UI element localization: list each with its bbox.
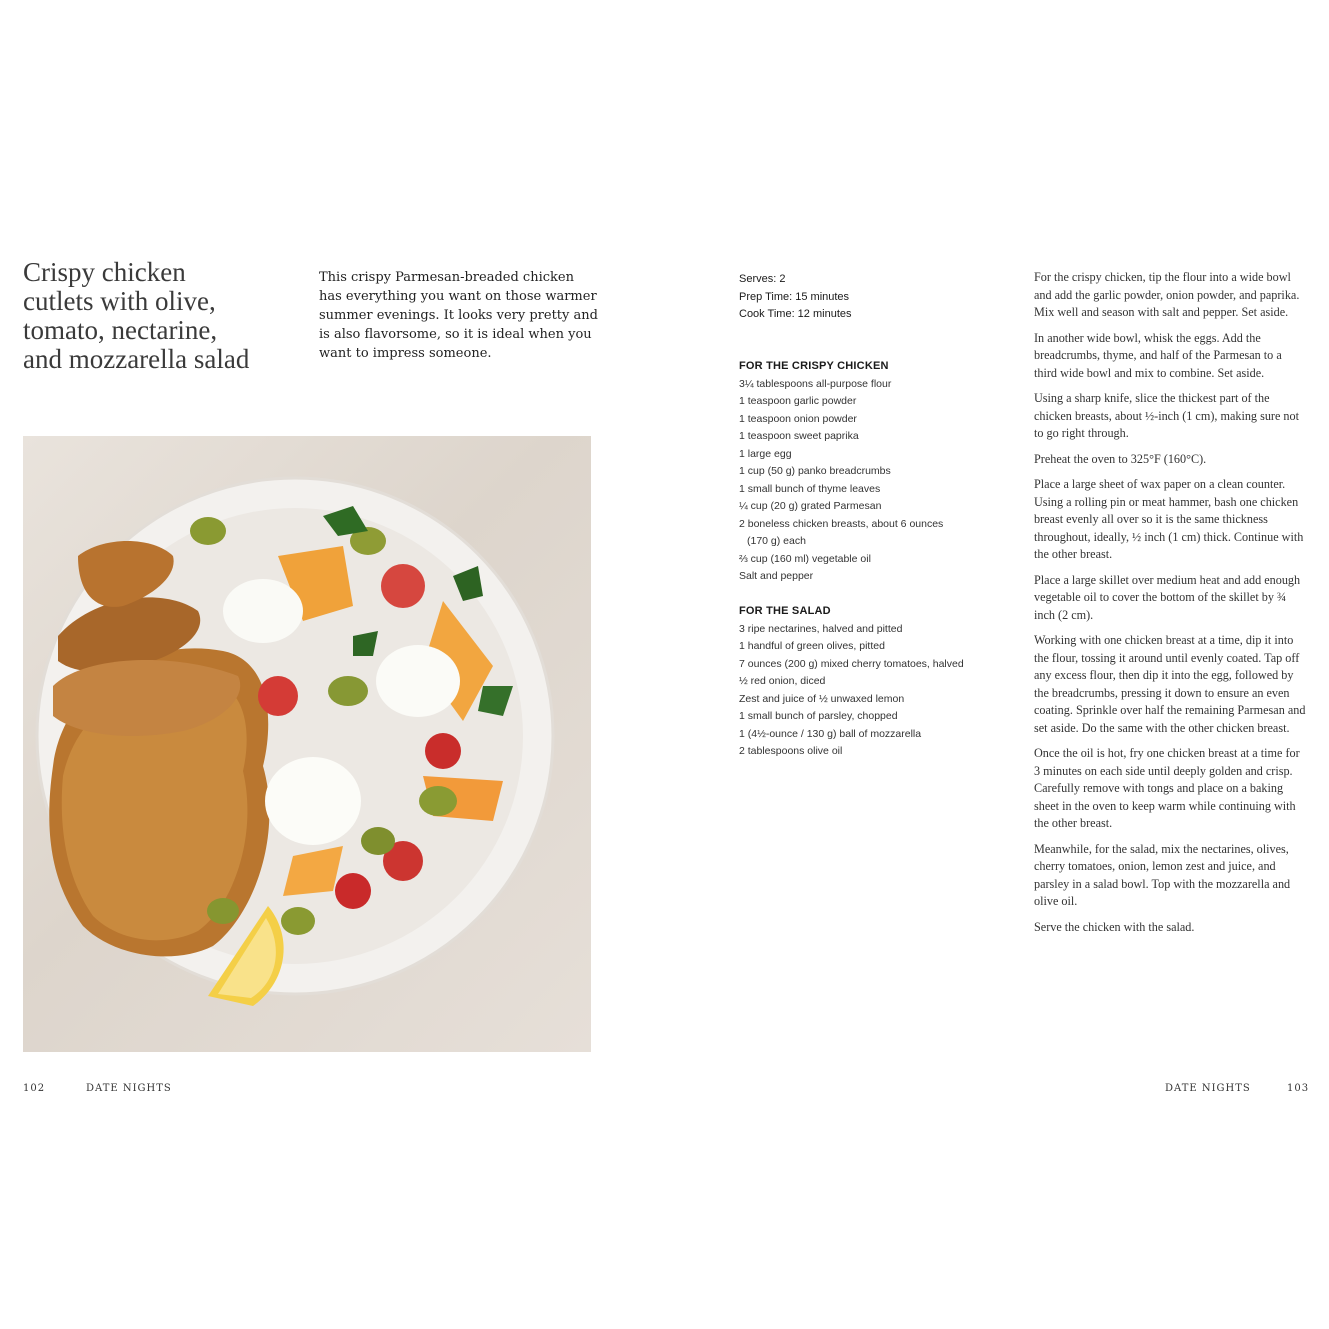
method-step: Working with one chicken breast at a time, dip it into the flour, tossing it around until evenly coated. Tap off any excess flour, then dip it into the egg, followed by the breadcrumbs, pressing it down to ensure an even coating. Sprinkle over half the remaining Parmesan and set aside. Do the same with the other chicken breast. [1034,633,1306,735]
title-line: cutlets with olive, [23,286,216,316]
ingredient-item: 3¼ tablespoons all-purpose flour [739,377,892,390]
method-step: Meanwhile, for the salad, mix the nectarines, olives, cherry tomatoes, onion, lemon zest and juice, and parsley in a salad bowl. Top with the mozzarella and olive oil. [1034,841,1291,908]
cook-time: Cook Time: 12 minutes [739,308,852,320]
method-step: Once the oil is hot, fry one chicken breast at a time for 3 minutes on each side until deeply golden and crisp. Carefully remove with tongs and place on a baking sheet in the oven to keep warm while continuing with the other breast. [1034,746,1300,830]
ingredient-item: ½ red onion, diced [739,675,826,687]
salad-ingredients [739,603,999,761]
method-step: Using a sharp knife, slice the thickest part of the chicken breasts, about ½-inch (1 cm), making sure not to go right through. [1034,391,1300,440]
intro-line: has everything you want on those warmer [319,289,597,304]
ingredient-item: 1 (4½-ounce / 130 g) ball of mozzarella [739,727,922,740]
title-line: and mozzarella salad [23,344,250,374]
ingredient-item: 7 ounces (200 g) mixed cherry tomatoes, halved [739,657,964,670]
dish-illustration [23,436,591,1052]
method-step: Place a large sheet of wax paper on a clean counter. Using a rolling pin or meat hammer, bash one chicken breast evenly all over so it is the same thickness throughout, ideally, ½ inch (1 cm) thick. Continue with the other breast. [1034,477,1304,561]
ingredient-item: 2 tablespoons olive oil [739,745,843,757]
ingredient-item: 1 small bunch of thyme leaves [739,482,881,495]
ingredient-item: 2 boneless chicken breasts, about 6 ounces [739,517,944,530]
ingredients-heading: FOR THE SALAD [739,605,831,617]
ingredient-item: (170 g) each [747,535,806,547]
ingredient-item: 1 small bunch of parsley, chopped [739,710,898,722]
intro-line: is also flavorsome, so it is ideal when you [319,327,592,342]
serves: Serves: 2 [739,273,786,285]
chicken-ingredients [739,358,999,586]
dish-photo [23,436,591,1052]
ingredient-item: Salt and pepper [739,570,814,582]
prep-time: Prep Time: 15 minutes [739,290,850,303]
title-line: tomato, nectarine, [23,315,218,345]
method-step: Serve the chicken with the salad. [1034,919,1195,934]
ingredient-item: 1 cup (50 g) panko breadcrumbs [739,465,891,477]
recipe-meta [739,271,852,324]
ingredient-item: 1 teaspoon sweet paprika [739,430,859,442]
intro-line: want to impress someone. [319,346,492,361]
page-number-left: 102 [23,1083,46,1094]
method-step: Preheat the oven to 325°F (160°C). [1034,451,1207,466]
section-name-right: DATE NIGHTS [1165,1083,1251,1094]
recipe-title [23,258,293,374]
ingredient-item: 1 teaspoon garlic powder [739,395,857,407]
ingredient-item: 3 ripe nectarines, halved and pitted [739,622,903,635]
page-number-right: 103 [1287,1083,1310,1094]
ingredient-item: Zest and juice of ½ unwaxed lemon [739,692,905,705]
intro-line: This crispy Parmesan-breaded chicken [319,270,574,285]
ingredient-item: ⅔ cup (160 ml) vegetable oil [739,552,871,565]
ingredient-item: ¼ cup (20 g) grated Parmesan [739,500,882,512]
intro-line: summer evenings. It looks very pretty and [319,308,598,323]
ingredient-item: 1 handful of green olives, pitted [739,640,885,652]
recipe-intro [319,268,601,363]
ingredient-item: 1 large egg [739,447,792,460]
ingredient-item: 1 teaspoon onion powder [739,412,857,425]
title-line: Crispy chicken [23,257,186,287]
section-name-left: DATE NIGHTS [86,1083,172,1094]
method-step: In another wide bowl, whisk the eggs. Add the breadcrumbs, thyme, and half of the Parmesan to a third wide bowl and mix to combine. Set aside. [1034,330,1282,380]
method-steps [1034,269,1306,944]
method-step: For the crispy chicken, tip the flour into a wide bowl and add the garlic powder, onion powder, and paprika. Mix well and season with salt and pepper. Set aside. [1034,270,1300,319]
ingredients-heading: FOR THE CRISPY CHICKEN [739,360,889,372]
method-step: Place a large skillet over medium heat and add enough vegetable oil to cover the bottom of the skillet by ¾ inch (2 cm). [1034,572,1301,622]
